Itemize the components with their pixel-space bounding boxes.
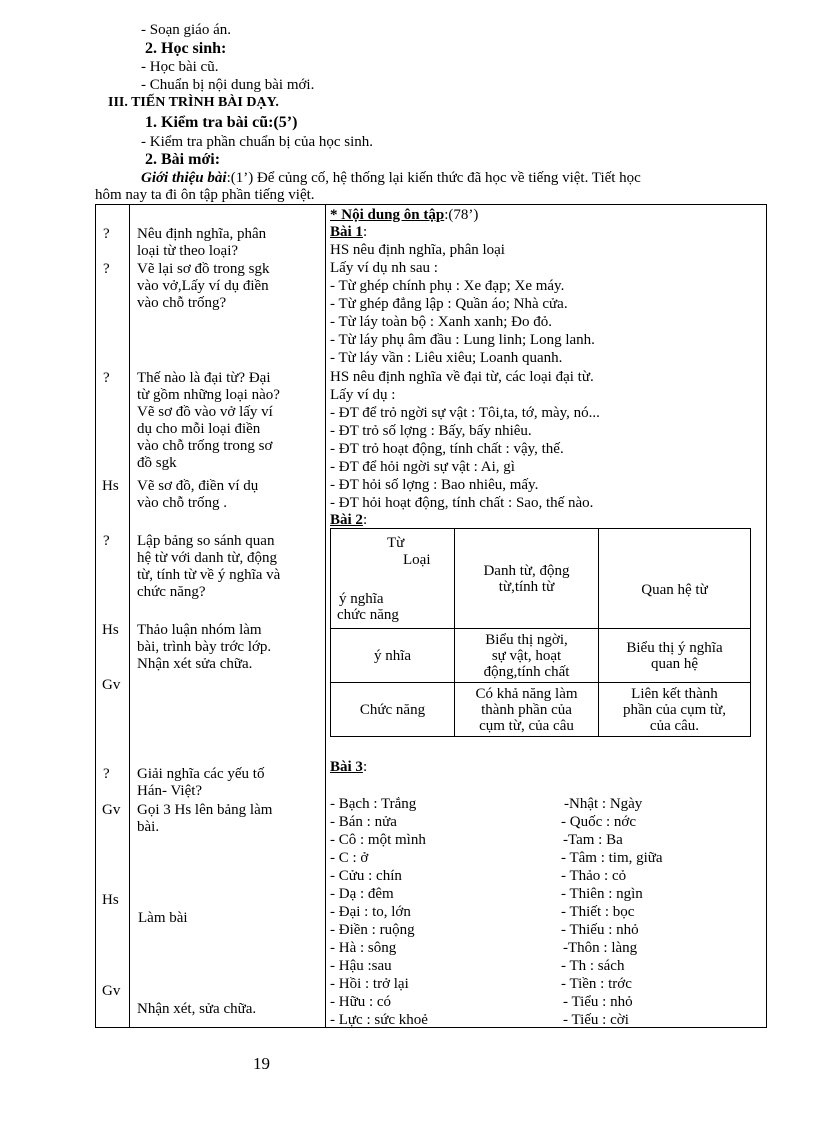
content-line: - Từ ghép đẳng lập : Quần áo; Nhà cửa. [330, 296, 568, 312]
content-line: - Từ ghép chính phụ : Xe đạp; Xe máy. [330, 278, 565, 294]
activity-1 [137, 478, 317, 512]
bai-3-left-list [330, 796, 550, 1028]
content-line: HS nêu định nghĩa về đại từ, các loại đại từ. [330, 369, 594, 385]
content-line: - ĐT trỏ hoạt động, tính chất : vậy, thế. [330, 441, 564, 457]
heading-kiem-tra: 1. Kiểm tra bài cũ:(5’) [145, 114, 298, 131]
table-header-relation [599, 529, 751, 629]
table-divider-2 [325, 204, 326, 1028]
header-line: Danh từ, động [483, 562, 570, 579]
list-item: - Th : sách [561, 958, 625, 974]
list-item: - Tiểu : nhỏ [563, 994, 633, 1010]
content-line: - Từ láy vần : Liêu xiêu; Loanh quanh. [330, 350, 563, 366]
corner-tu: Từ [387, 535, 405, 551]
table-left-border [95, 204, 96, 1028]
bai-1-heading [330, 224, 367, 241]
question-line: Vẽ sơ đồ vào vở lấy ví [137, 404, 273, 420]
question-line: Giải nghĩa các yếu tố [137, 766, 265, 782]
table-row [331, 683, 751, 737]
list-item: - Lực : sức khoẻ [330, 1012, 428, 1028]
list-item: - Thiên : ngìn [561, 886, 643, 902]
question-4 [137, 533, 317, 601]
list-item: - Tâm : tim, giữa [561, 850, 663, 866]
col1-marker: ? [103, 370, 110, 386]
cell-line: quan hệ [650, 655, 699, 672]
list-item: - Thiếu : nhỏ [561, 922, 639, 938]
cell-line: thành phần của [481, 701, 572, 718]
list-item: - Hà : sông [330, 940, 397, 956]
question-line: hệ từ với danh từ, động [137, 550, 278, 566]
col1-marker: Gv [102, 983, 121, 999]
header-line: từ,tính từ [498, 578, 555, 595]
col1-marker: Gv [102, 802, 121, 818]
bai-1-label: Bài 1 [330, 224, 363, 240]
col1-marker: Hs [102, 892, 119, 908]
question-line: Hán- Việt? [137, 783, 203, 799]
bai-2-colon: : [362, 512, 368, 528]
table-right-border [766, 204, 767, 1028]
col1-marker: Gv [102, 677, 121, 693]
list-item: - Đại : to, lớn [330, 904, 411, 920]
cell-line: động,tính chất [483, 663, 570, 680]
question-line: Nêu định nghĩa, phân [137, 226, 267, 242]
line-chuan-bi: - Chuẩn bị nội dung bài mới. [141, 77, 315, 93]
table-top-border [95, 204, 767, 205]
corner-loai: Loại [403, 552, 431, 568]
corner-chuc-nang: chức năng [337, 607, 399, 623]
activity-nhan-xet: Nhận xét, sửa chữa. [137, 1001, 257, 1017]
cell-line: Có khả năng làm [475, 685, 578, 702]
question-1 [137, 226, 317, 260]
col1-marker: Hs [102, 478, 119, 494]
col1-marker: ? [103, 533, 110, 549]
table-cell [455, 683, 599, 737]
line-hoc-bai-cu: - Học bài cũ. [141, 59, 219, 75]
question-line: bài. [137, 819, 160, 835]
question-3 [137, 370, 317, 472]
content-line: - ĐT hỏi hoạt động, tính chất : Sao, thế nào. [330, 495, 594, 511]
question-line: từ gồm những loại nào? [137, 387, 280, 403]
list-item: -Tam : Ba [563, 832, 623, 848]
cell-line: phần của cụm từ, [622, 701, 727, 718]
table-cell [599, 683, 751, 737]
bai-3-heading [330, 759, 367, 776]
header-line: Quan hệ từ [641, 581, 708, 598]
bai-3-label: Bài 3 [330, 759, 363, 775]
activity-line: Thảo luận nhóm làm [137, 622, 262, 638]
line-kiem-tra-phan: - Kiểm tra phần chuẩn bị của học sinh. [141, 134, 374, 150]
gioi-thieu-text: :(1’) Để củng cố, hệ thống lại kiến thức đã học về tiếng việt. Tiết học [226, 170, 641, 186]
question-5 [137, 766, 317, 834]
bai-1-colon: : [362, 224, 368, 240]
list-item: - Cửu : chín [330, 868, 402, 884]
content-line: HS nêu định nghĩa, phân loại [330, 242, 505, 258]
question-line: Gọi 3 Hs lên bảng làm [137, 802, 273, 818]
list-item: - Hậu :sau [330, 958, 392, 974]
cell-line: của câu. [649, 717, 700, 734]
corner-y-nghia: ý nghĩa [339, 591, 384, 607]
question-line: chức năng? [137, 584, 206, 600]
noi-dung-label: * Nội dung ôn tập [330, 207, 445, 223]
col1-marker: Hs [102, 622, 119, 638]
list-item: - Thảo : cỏ [561, 868, 627, 884]
table-row-label: Chức năng [331, 683, 455, 737]
question-line: vào vở,Lấy ví dụ điền [137, 278, 269, 294]
question-line: Thế nào là đại từ? Đại [137, 370, 271, 386]
noi-dung-time: :(78’) [444, 207, 479, 223]
cell-line: Biểu thị ngời, [485, 631, 568, 648]
content-line: - ĐT để trỏ ngời sự vật : Tôi,ta, tớ, mày, nó... [330, 405, 600, 421]
bai-3-right-list [561, 796, 761, 1028]
list-item: - Điền : ruộng [330, 922, 415, 938]
content-line: Lấy ví dụ : [330, 387, 396, 403]
bai-1-content [330, 242, 760, 514]
activity-line: Nhận xét sửa chữa. [137, 656, 253, 672]
question-line: từ, tính từ về ý nghĩa và [137, 567, 281, 583]
list-item: - Tiếu : cời [563, 1012, 629, 1028]
list-item: -Thôn : làng [563, 940, 638, 956]
question-line: Vẽ lại sơ đồ trong sgk [137, 261, 270, 277]
comparison-table [330, 528, 751, 737]
bai-2-heading [330, 512, 367, 529]
list-item: - Dạ : đêm [330, 886, 394, 902]
col1-marker: ? [103, 261, 110, 277]
cell-line: Liên kết thành [631, 685, 718, 702]
question-line: dụ cho mỗi loại điền [137, 421, 261, 437]
question-line: loại từ theo loại? [137, 243, 239, 259]
table-divider-1 [129, 204, 130, 1028]
activity-line: vào chỗ trống . [137, 495, 227, 511]
cell-line: cụm từ, của câu [479, 717, 574, 734]
list-item: - Hữu : có [330, 994, 392, 1010]
col1-marker: ? [103, 766, 110, 782]
activity-line: Vẽ sơ đồ, điền ví dụ [137, 478, 259, 494]
list-item: - Bán : nửa [330, 814, 397, 830]
list-item: - C : ở [330, 850, 369, 866]
gioi-thieu-line [141, 170, 641, 187]
content-line: Lấy ví dụ nh sau : [330, 260, 438, 276]
content-line: - ĐT trỏ số lợng : Bấy, bấy nhiêu. [330, 423, 532, 439]
list-item: - Hồi : trở lại [330, 976, 409, 992]
content-line: - ĐT để hỏi ngời sự vật : Ai, gì [330, 459, 515, 475]
list-item: -Nhật : Ngày [564, 796, 643, 812]
noi-dung-heading [330, 207, 478, 224]
list-item: - Tiền : trớc [561, 976, 632, 992]
gioi-thieu-line-2: hôm nay ta đi ôn tập phần tiếng việt. [95, 187, 315, 203]
col1-marker: ? [103, 226, 110, 242]
list-item: - Cô : một mình [330, 832, 426, 848]
list-item: - Quốc : nớc [561, 814, 636, 830]
question-line: vào chỗ trống trong sơ [137, 438, 273, 454]
question-line: vào chỗ trống? [137, 295, 227, 311]
content-line: - ĐT hỏi số lợng : Bao nhiêu, mấy. [330, 477, 539, 493]
table-corner-cell [331, 529, 455, 629]
cell-line: sự vật, hoạt [491, 647, 562, 664]
activity-2 [137, 622, 317, 673]
bai-3-colon: : [362, 759, 368, 775]
activity-line: bài, trình bày trớc lớp. [137, 639, 272, 655]
section-heading: III. TIẾN TRÌNH BÀI DẠY. [108, 95, 279, 110]
content-line: - Từ láy phụ âm đầu : Lung linh; Long lanh. [330, 332, 595, 348]
heading-hoc-sinh: 2. Học sinh: [145, 40, 227, 57]
list-item: - Bạch : Trắng [330, 796, 417, 812]
question-line: đồ sgk [137, 455, 177, 471]
table-row [331, 629, 751, 683]
table-header-noun-verb [455, 529, 599, 629]
activity-lam-bai: Làm bài [138, 910, 188, 926]
question-2 [137, 261, 317, 312]
list-item: - Thiết : bọc [561, 904, 635, 920]
table-header-row [331, 529, 751, 629]
page-number: 19 [253, 1054, 270, 1073]
bai-2-label: Bài 2 [330, 512, 363, 528]
table-row-label: ý nhĩa [331, 629, 455, 683]
cell-line: Biểu thị ý nghĩa [626, 639, 723, 656]
gioi-thieu-label: Giới thiệu bài [141, 170, 227, 186]
table-cell [455, 629, 599, 683]
question-line: Lập bảng so sánh quan [137, 533, 275, 549]
line-soan-giao-an: - Soạn giáo án. [141, 22, 231, 38]
table-cell [599, 629, 751, 683]
content-line: - Từ láy toàn bộ : Xanh xanh; Đo đỏ. [330, 314, 552, 330]
heading-bai-moi: 2. Bài mới: [145, 151, 221, 168]
